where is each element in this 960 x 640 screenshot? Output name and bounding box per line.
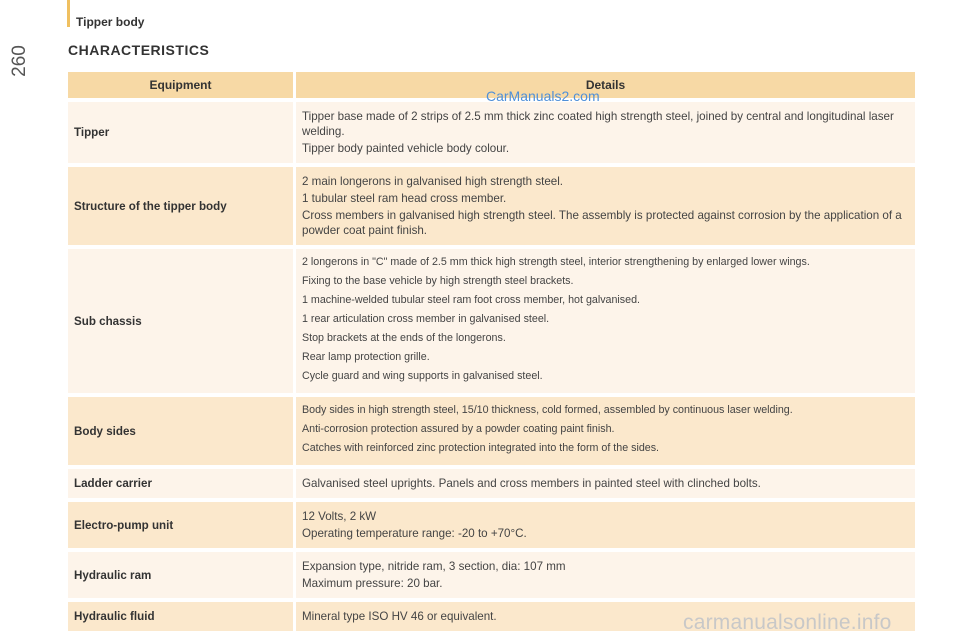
detail-line: 1 rear articulation cross member in galvanised steel. (302, 313, 550, 325)
detail-line: Cycle guard and wing supports in galvanised steel. (302, 370, 543, 382)
equipment-cell: Sub chassis (68, 249, 296, 393)
table-row (68, 502, 915, 548)
table-row (68, 167, 915, 245)
table-row (68, 397, 915, 465)
details-cell (296, 102, 915, 163)
detail-line: Operating temperature range: -20 to +70°C. (302, 527, 527, 540)
page-number: 260 (9, 45, 30, 77)
watermark-carmanualsonline: carmanualsonline.info (683, 611, 892, 634)
table-row (68, 469, 915, 498)
detail-line: Body sides in high strength steel, 15/10 thickness, cold formed, assembled by continuous laser welding. (302, 404, 793, 416)
detail-line: Galvanised steel uprights. Panels and cross members in painted steel with clinched bolts. (302, 477, 761, 490)
table-row (68, 249, 915, 393)
detail-line: 2 longerons in "C" made of 2.5 mm thick high strength steel, interior strengthening by enlarged lower wings. (302, 256, 810, 268)
column-header-equipment: Equipment (68, 72, 296, 98)
detail-line: 1 tubular steel ram head cross member. (302, 192, 507, 205)
detail-line: Anti-corrosion protection assured by a powder coating paint finish. (302, 423, 615, 435)
table-row (68, 552, 915, 598)
equipment-cell: Tipper (68, 102, 296, 163)
details-cell (296, 469, 915, 498)
details-cell (296, 397, 915, 465)
equipment-cell: Body sides (68, 397, 296, 465)
detail-line: Tipper base made of 2 strips of 2.5 mm thick zinc coated high strength steel, joined by central and longitudinal laser welding. (302, 110, 894, 138)
detail-line: Tipper body painted vehicle body colour. (302, 142, 510, 155)
equipment-cell: Electro-pump unit (68, 502, 296, 548)
section-accent-bar (67, 0, 70, 27)
details-cell (296, 167, 915, 245)
equipment-cell: Hydraulic fluid (68, 602, 296, 631)
watermark-carmanuals2: CarManuals2.com (486, 88, 600, 104)
section-title: Tipper body (76, 15, 145, 29)
detail-line: Mineral type ISO HV 46 or equivalent. (302, 610, 497, 623)
details-cell (296, 249, 915, 393)
column-header-details: Details (296, 72, 915, 98)
detail-line: Fixing to the base vehicle by high strength steel brackets. (302, 275, 574, 287)
detail-line: 12 Volts, 2 kW (302, 510, 377, 523)
equipment-cell: Hydraulic ram (68, 552, 296, 598)
detail-line: Maximum pressure: 20 bar. (302, 577, 443, 590)
details-cell (296, 552, 915, 598)
detail-line: Catches with reinforced zinc protection integrated into the form of the sides. (302, 442, 660, 454)
detail-line: Expansion type, nitride ram, 3 section, dia: 107 mm (302, 560, 566, 573)
detail-line: Cross members in galvanised high strength steel. The assembly is protected against corrosion by the application of a powder coat paint finish. (302, 209, 902, 237)
table-row (68, 102, 915, 163)
equipment-cell: Structure of the tipper body (68, 167, 296, 245)
details-cell (296, 502, 915, 548)
characteristics-table (68, 68, 915, 635)
detail-line: Stop brackets at the ends of the longerons. (302, 332, 506, 344)
equipment-cell: Ladder carrier (68, 469, 296, 498)
detail-line: Rear lamp protection grille. (302, 351, 430, 363)
detail-line: 2 main longerons in galvanised high strength steel. (302, 175, 564, 188)
page-heading: CHARACTERISTICS (68, 42, 210, 58)
detail-line: 1 machine-welded tubular steel ram foot cross member, hot galvanised. (302, 294, 641, 306)
